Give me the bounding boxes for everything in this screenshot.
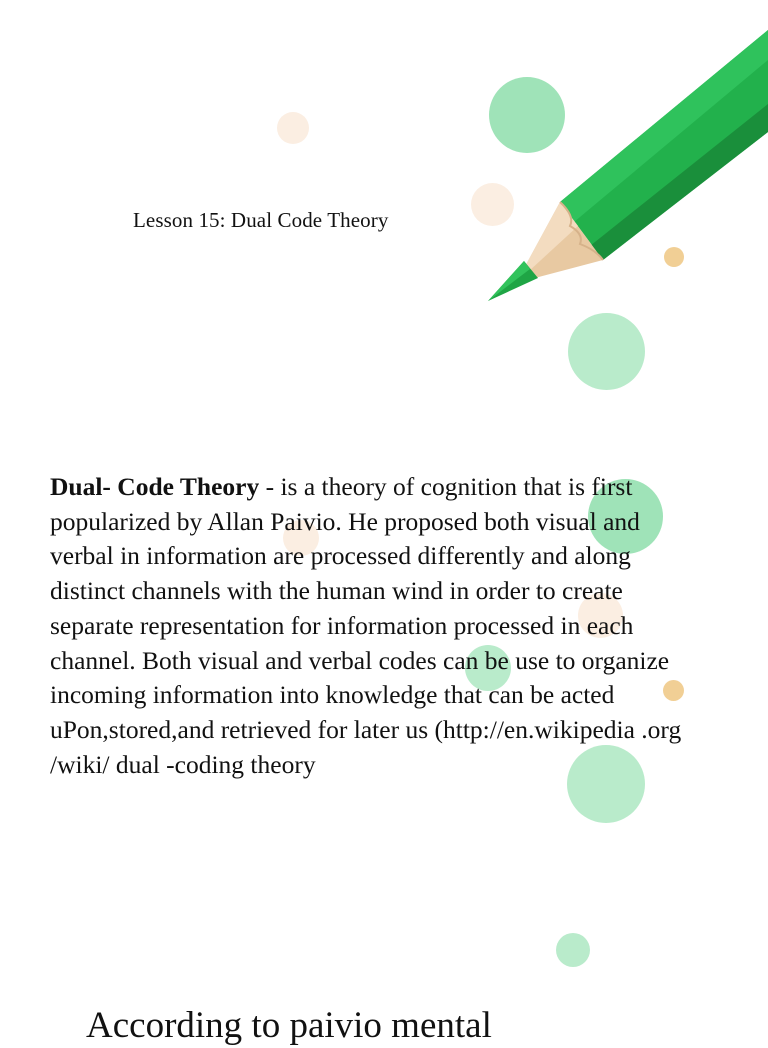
definition-term: Dual- Code Theory: [50, 472, 260, 501]
decorative-dot: [277, 112, 309, 144]
decorative-dot: [556, 933, 590, 967]
decorative-dot: [568, 313, 645, 390]
lesson-title: Lesson 15: Dual Code Theory: [133, 208, 389, 232]
definition-paragraph: [50, 470, 690, 782]
next-section-heading: According to paivio mental: [86, 1005, 492, 1046]
definition-text: - is a theory of cognition that is first popularized by Allan Paivio. He proposed both visual and verbal in information are processed differently and along distinct channels with the human wind in order to create separate representation for information processed in each channel. Both visual and verbal codes can be use to organize incoming information into knowledge that can be acted uPon,stored,and retrieved for later us (http://en.wikipedia .org /wiki/ dual -coding theory: [50, 472, 682, 779]
pencil-icon: [480, 20, 768, 310]
